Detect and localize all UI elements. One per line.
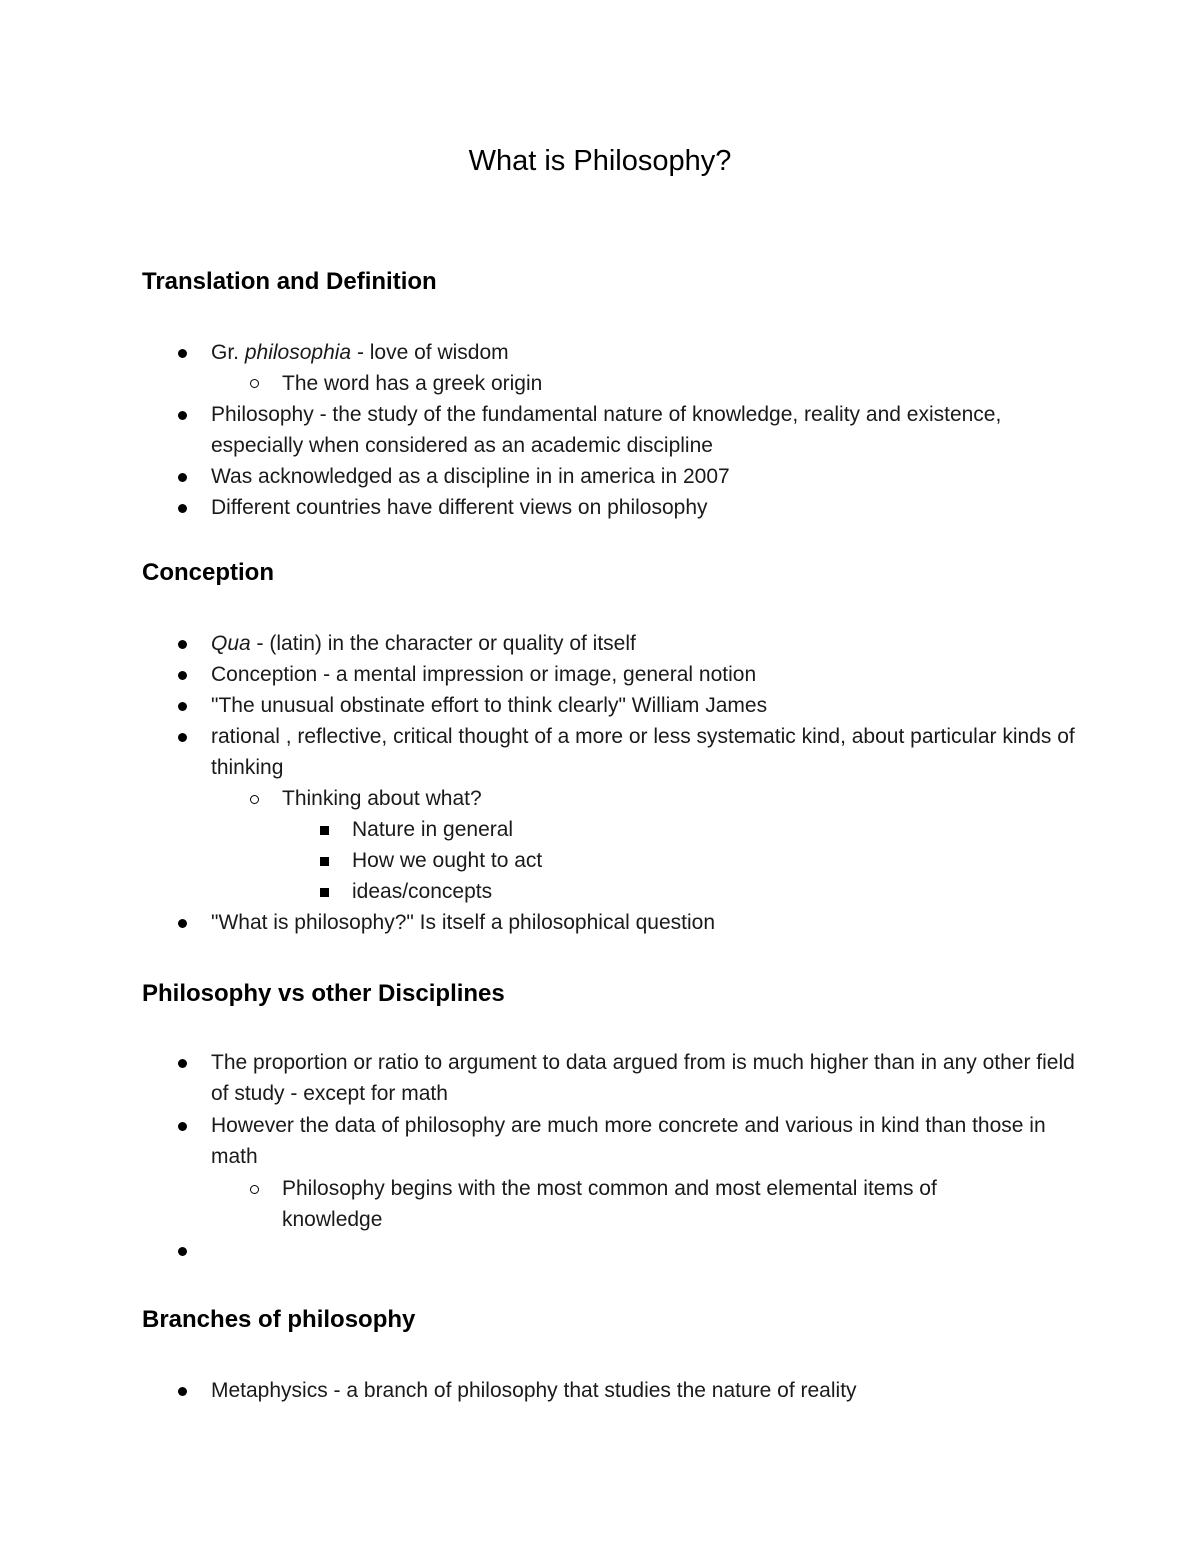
bullet-disc-icon [178, 1247, 187, 1256]
bullet-disc-icon [178, 733, 187, 742]
bullet-circle-icon [250, 379, 259, 388]
list-item: ideas/concepts [352, 880, 493, 903]
bullet-circle-icon [250, 1185, 259, 1194]
list-item: Metaphysics - a branch of philosophy that studies the nature of reality [211, 1379, 857, 1402]
bullet-circle-icon [250, 795, 259, 804]
bullet-disc-icon [178, 671, 187, 680]
list-item: Nature in general [352, 818, 514, 841]
bullet-disc-icon [178, 504, 187, 513]
bullet-disc-icon [178, 473, 187, 482]
list-item: "What is philosophy?" Is itself a philosophical question [211, 911, 716, 934]
bullet-disc-icon [178, 919, 187, 928]
list-item-text: - (latin) in the character or quality of itself [250, 632, 636, 655]
bullet-disc-icon [178, 702, 187, 711]
bullet-disc-icon [178, 349, 187, 358]
section-heading-disciplines: Philosophy vs other Disciplines [142, 980, 505, 1007]
list-item: Different countries have different views on philosophy [211, 496, 708, 519]
bullet-square-icon [320, 857, 329, 866]
list-item: rational , reflective, critical thought of a more or less systematic kind, about particular kinds of thinking [211, 725, 1075, 779]
section-heading-conception: Conception [142, 559, 274, 586]
list-item-term: philosophia [244, 341, 352, 364]
list-item-term: Qua [211, 632, 251, 655]
list-item: How we ought to act [352, 849, 543, 872]
bullet-disc-icon [178, 1387, 187, 1396]
bullet-disc-icon [178, 411, 187, 420]
list-item-prefix: Gr. [211, 341, 245, 364]
list-item [211, 337, 1081, 368]
list-item: However the data of philosophy are much more concrete and various in kind than those in math [211, 1114, 1046, 1168]
bullet-disc-icon [178, 1122, 187, 1131]
list-item: Philosophy - the study of the fundamental nature of knowledge, reality and existence, especially when considered as an academic discipline [211, 403, 1002, 457]
list-item: Thinking about what? [282, 787, 482, 810]
list-item-text: - love of wisdom [351, 341, 509, 364]
list-item: The proportion or ratio to argument to data argued from is much higher than in any other field of study - except for math [211, 1051, 1075, 1105]
bullet-disc-icon [178, 640, 187, 649]
section-heading-branches: Branches of philosophy [142, 1306, 416, 1333]
bullet-disc-icon [178, 1059, 187, 1068]
list-item: Philosophy begins with the most common and most elemental items of knowledge [282, 1177, 937, 1231]
section-heading-translation: Translation and Definition [142, 268, 437, 295]
bullet-square-icon [320, 826, 329, 835]
list-item: Was acknowledged as a discipline in in america in 2007 [211, 465, 730, 488]
list-item: The word has a greek origin [282, 372, 543, 395]
list-item: Conception - a mental impression or image, general notion [211, 663, 757, 686]
list-item: "The unusual obstinate effort to think clearly" William James [211, 694, 768, 717]
list-item [211, 628, 1081, 659]
bullet-square-icon [320, 888, 329, 897]
page-title: What is Philosophy? [468, 145, 732, 177]
